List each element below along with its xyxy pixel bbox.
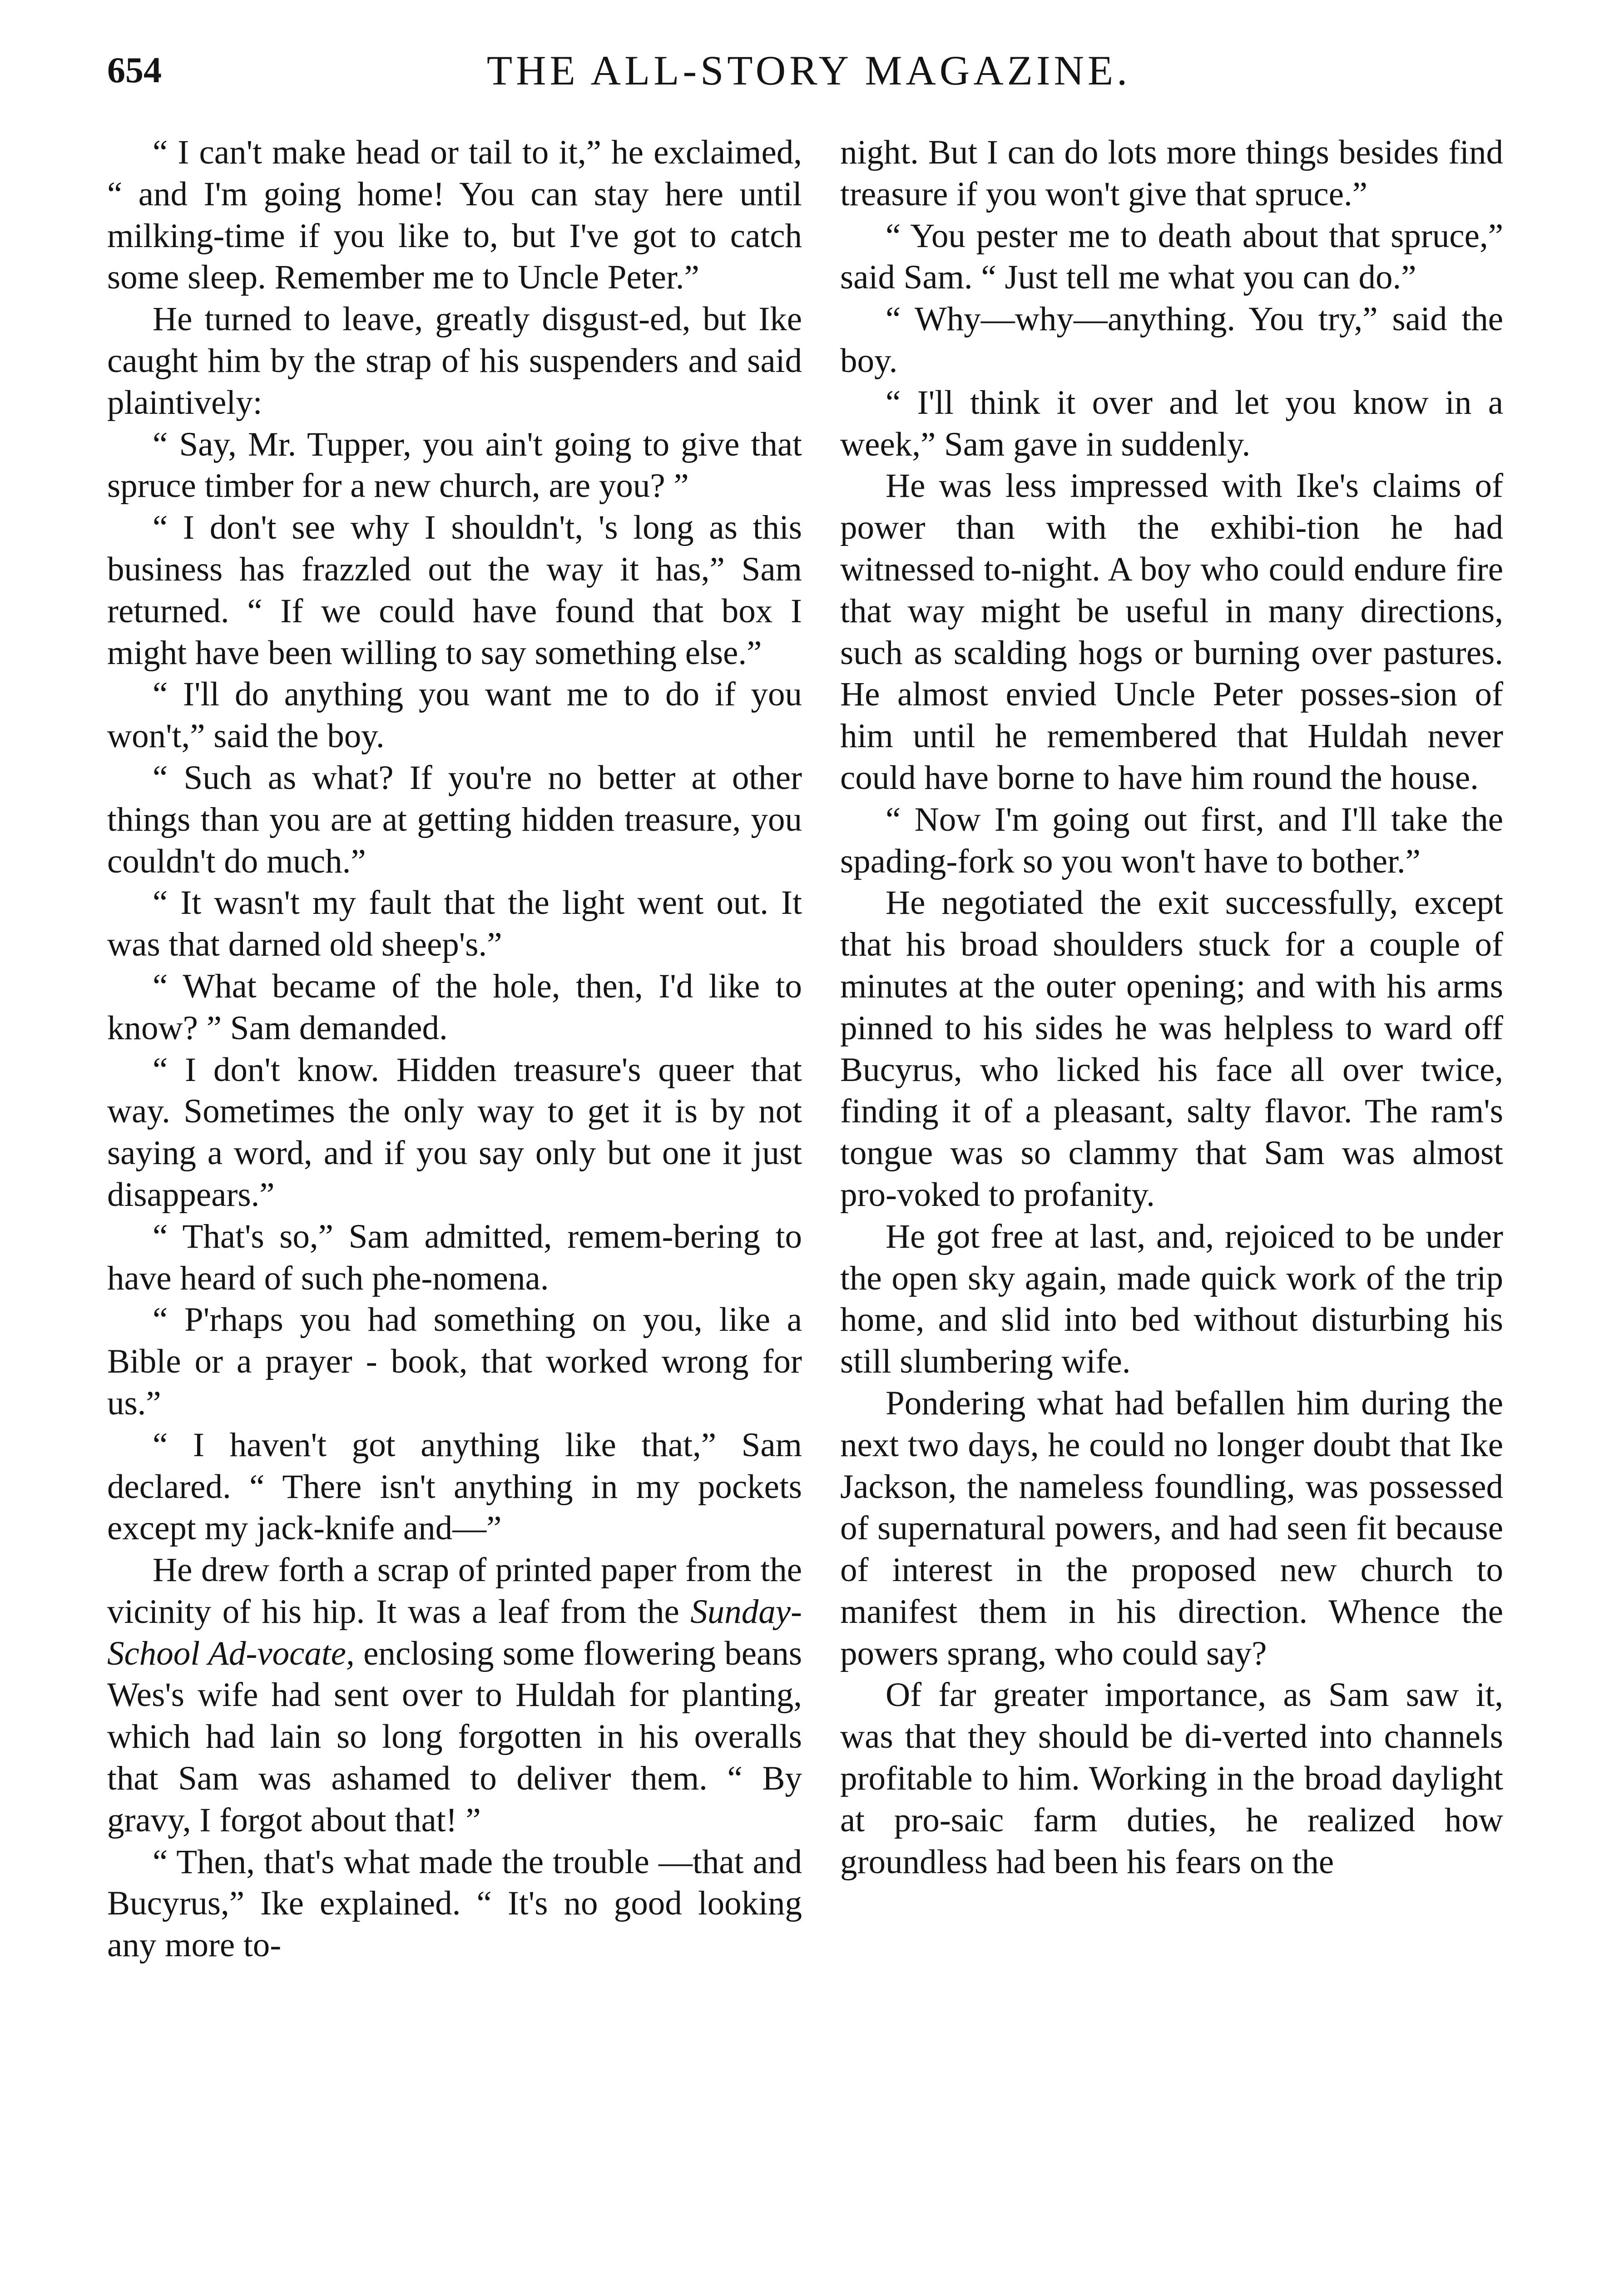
paragraph: “ Say, Mr. Tupper, you ain't going to give that spruce timber for a new church, are you? ” <box>107 425 802 505</box>
page-header <box>107 43 1510 98</box>
paragraph: “ I'll think it over and let you know in a week,” Sam gave in suddenly. <box>840 383 1503 463</box>
running-head: THE ALL-STORY MAGAZINE. <box>486 47 1131 94</box>
paragraph: “ Now I'm going out first, and I'll take the spading-fork so you won't have to bother.” <box>840 800 1503 880</box>
paragraph: “ Such as what? If you're no better at other things than you are at getting hidden treasure, you couldn't do much.” <box>107 759 802 880</box>
paragraph: “ Then, that's what made the trouble —that and Bucyrus,” Ike explained. “ It's no good looking any more to- <box>107 1843 802 1964</box>
paragraph-text: He drew forth a scrap of printed paper from the vicinity of his hip. It was a leaf from the <box>107 1551 802 1631</box>
paragraph: “ Why—why—anything. You try,” said the boy. <box>840 300 1503 380</box>
paragraph: “ I can't make head or tail to it,” he exclaimed, “ and I'm going home! You can stay here until milking-time if you like to, but I've got to catch some sleep. Remember me to Uncle Peter.” <box>107 134 802 297</box>
paragraph: He turned to leave, greatly disgust-ed, but Ike caught him by the strap of his suspenders and said plaintively: <box>107 300 802 421</box>
paragraph-with-italic <box>107 1549 802 1841</box>
paragraph-continued: night. But I can do lots more things besides find treasure if you won't give that spruce.” <box>840 134 1503 213</box>
paragraph: “ I'll do anything you want me to do if you won't,” said the boy. <box>107 675 802 755</box>
paragraph: “ I don't know. Hidden treasure's queer that way. Sometimes the only way to get it is by not saying a word, and if you say only but one it just disappears.” <box>107 1051 802 1214</box>
paragraph: Pondering what had befallen him during the next two days, he could no longer doubt that Ike Jackson, the nameless foundling, was possessed of supernatural powers, and had seen fit because of interest in the proposed new church to manifest them in his direction. Whence the powers sprang, who could say? <box>840 1384 1503 1672</box>
paragraph: He got free at last, and, rejoiced to be under the open sky again, made quick work of the trip home, and slid into bed without disturbing his still slumbering wife. <box>840 1217 1503 1381</box>
paragraph: He was less impressed with Ike's claims of power than with the exhibi-tion he had witnessed to-night. A boy who could endure fire that way might be useful in many directions, such as scalding hogs or burning over pastures. He almost envied Uncle Peter posses-sion of him until he remembered that Huldah never could have borne to have him round the house. <box>840 467 1503 797</box>
paragraph: “ P'rhaps you had something on you, like a Bible or a prayer - book, that worked wrong for us.” <box>107 1301 802 1422</box>
paragraph: “ I don't see why I shouldn't, 's long as this business has frazzled out the way it has,” Sam returned. “ If we could have found that box I might have been willing to say something else.” <box>107 509 802 672</box>
paragraph: Of far greater importance, as Sam saw it, was that they should be di-verted into channels profitable to him. Working in the broad daylight at pro-saic farm duties, he realized how groundless had been his fears on the <box>840 1676 1503 1881</box>
right-column <box>840 132 1503 2271</box>
paragraph: “ That's so,” Sam admitted, remem-bering to have heard of such phe-nomena. <box>107 1217 802 1297</box>
paragraph: He negotiated the exit successfully, except that his broad shoulders stuck for a couple of minutes at the outer opening; and with his arms pinned to his sides he was helpless to ward off Bucyrus, who licked his face all over twice, finding it of a pleasant, salty flavor. The ram's tongue was so clammy that Sam was almost pro-voked to profanity. <box>840 884 1503 1214</box>
page-number: 654 <box>107 50 162 90</box>
paragraph: “ I haven't got anything like that,” Sam declared. “ There isn't anything in my pockets except my jack-knife and—” <box>107 1426 802 1547</box>
publication-title: Sunday-School Ad-vocate, <box>107 1592 802 1672</box>
paragraph-text: enclosing some flowering beans Wes's wife had sent over to Huldah for planting, which had lain so long forgotten in his overalls that Sam was ashamed to deliver them. “ By gravy, I forgot about that! ” <box>107 1634 802 1839</box>
paragraph: “ It wasn't my fault that the light went out. It was that darned old sheep's.” <box>107 884 802 964</box>
paragraph: “ You pester me to death about that spruce,” said Sam. “ Just tell me what you can do.” <box>840 217 1503 297</box>
left-column <box>107 132 802 2271</box>
paragraph: “ What became of the hole, then, I'd like to know? ” Sam demanded. <box>107 967 802 1047</box>
